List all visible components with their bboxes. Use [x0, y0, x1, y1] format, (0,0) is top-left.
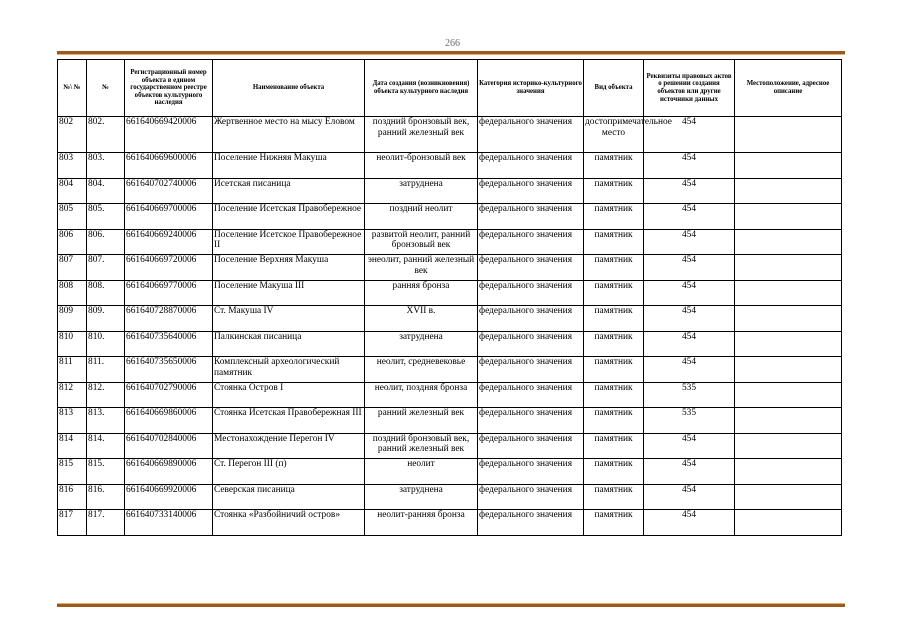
cell-name: Палкинская писаница: [213, 331, 365, 357]
cell-location: [735, 280, 842, 306]
cell-registration: 661640669700006: [125, 204, 213, 230]
col-header-location: Местоположение, адресное описание: [735, 60, 842, 117]
cell-location: [735, 433, 842, 459]
cell-registration: 661640702840006: [125, 433, 213, 459]
cell-name: Местонахождение Перегон IV: [213, 433, 365, 459]
cell-location: [735, 204, 842, 230]
cell-date: ранний железный век: [365, 408, 478, 434]
cell-num2: 813.: [87, 408, 125, 434]
cell-num: 816: [58, 484, 87, 510]
header-rule: [57, 51, 845, 55]
cell-date: неолит: [365, 459, 478, 485]
cell-name: Поселение Исетская Правобережное: [213, 204, 365, 230]
cell-num2: 803.: [87, 153, 125, 179]
cell-date: энеолит, ранний железный век: [365, 255, 478, 281]
cell-date: поздний неолит: [365, 204, 478, 230]
page-number: 266: [445, 38, 460, 49]
cell-requisites: 454: [644, 204, 735, 230]
cell-type: памятник: [584, 229, 644, 255]
table-row: [58, 331, 842, 357]
cell-num: 808: [58, 280, 87, 306]
table-row: [58, 117, 842, 153]
cell-type: памятник: [584, 408, 644, 434]
cell-name: Комплексный археологический памятник: [213, 357, 365, 383]
cell-name: Северская писаница: [213, 484, 365, 510]
col-header-category: Категория историко-культурного значения: [478, 60, 584, 117]
cell-num: 813: [58, 408, 87, 434]
cell-location: [735, 153, 842, 179]
cell-date: неолит, поздняя бронза: [365, 382, 478, 408]
cell-category: федерального значения: [478, 357, 584, 383]
cell-registration: 661640702740006: [125, 178, 213, 204]
cell-category: федерального значения: [478, 229, 584, 255]
cell-registration: 661640702790006: [125, 382, 213, 408]
cell-requisites: 454: [644, 153, 735, 179]
cell-category: федерального значения: [478, 153, 584, 179]
cell-num: 803: [58, 153, 87, 179]
cell-category: федерального значения: [478, 306, 584, 332]
cell-date: затруднена: [365, 178, 478, 204]
cell-location: [735, 229, 842, 255]
cell-location: [735, 331, 842, 357]
cell-num2: 812.: [87, 382, 125, 408]
cell-registration: 661640669420006: [125, 117, 213, 153]
col-header-name: Наименование объекта: [213, 60, 365, 117]
col-header-type: Вид объекта: [584, 60, 644, 117]
table-header-row: [58, 60, 842, 117]
col-header-requisites: Реквизиты правовых актов о решении создания объектов или другие источники данных: [644, 60, 735, 117]
cell-location: [735, 484, 842, 510]
cell-requisites: 454: [644, 280, 735, 306]
cell-type: достопримечательное место: [584, 117, 644, 153]
cell-category: федерального значения: [478, 382, 584, 408]
table-row: [58, 178, 842, 204]
col-header-registration: Регистрационный номер объекта в едином государственном реестре объектов культурного наследия: [125, 60, 213, 117]
cell-num2: 805.: [87, 204, 125, 230]
cell-category: федерального значения: [478, 484, 584, 510]
cell-location: [735, 306, 842, 332]
cell-date: неолит-ранняя бронза: [365, 510, 478, 536]
cell-date: затруднена: [365, 331, 478, 357]
cell-category: федерального значения: [478, 178, 584, 204]
cell-name: Стоянка «Разбойничий остров»: [213, 510, 365, 536]
cell-name: Поселение Верхняя Макуша: [213, 255, 365, 281]
cell-num: 811: [58, 357, 87, 383]
cell-name: Поселение Макуша III: [213, 280, 365, 306]
cell-name: Стоянка Остров I: [213, 382, 365, 408]
cell-registration: 661640669890006: [125, 459, 213, 485]
cell-date: неолит, средневековье: [365, 357, 478, 383]
table-row: [58, 459, 842, 485]
cell-name: Поселение Нижняя Макуша: [213, 153, 365, 179]
cell-date: неолит-бронзовый век: [365, 153, 478, 179]
cell-category: федерального значения: [478, 331, 584, 357]
cell-registration: 661640669240006: [125, 229, 213, 255]
cell-num2: 815.: [87, 459, 125, 485]
cell-num2: 811.: [87, 357, 125, 383]
cell-date: XVII в.: [365, 306, 478, 332]
table-row: [58, 357, 842, 383]
cell-num: 817: [58, 510, 87, 536]
cell-date: ранняя бронза: [365, 280, 478, 306]
cell-requisites: 454: [644, 178, 735, 204]
cell-type: памятник: [584, 433, 644, 459]
cell-num2: 804.: [87, 178, 125, 204]
cell-registration: 661640733140006: [125, 510, 213, 536]
cell-type: памятник: [584, 306, 644, 332]
cell-registration: 661640735650006: [125, 357, 213, 383]
cell-category: федерального значения: [478, 433, 584, 459]
cell-num: 815: [58, 459, 87, 485]
col-header-num2: №: [87, 60, 125, 117]
cell-date: поздний бронзовый век, ранний железный век: [365, 117, 478, 153]
cell-registration: 661640728870006: [125, 306, 213, 332]
cell-type: памятник: [584, 204, 644, 230]
col-header-num: №\ №: [58, 60, 87, 117]
cell-category: федерального значения: [478, 280, 584, 306]
table-row: [58, 382, 842, 408]
cell-category: федерального значения: [478, 204, 584, 230]
cell-registration: 661640669600006: [125, 153, 213, 179]
cell-num2: 817.: [87, 510, 125, 536]
cell-requisites: 454: [644, 510, 735, 536]
cell-requisites: 454: [644, 306, 735, 332]
cell-category: федерального значения: [478, 408, 584, 434]
cell-num2: 808.: [87, 280, 125, 306]
cell-location: [735, 255, 842, 281]
cell-num2: 802.: [87, 117, 125, 153]
cell-requisites: 454: [644, 433, 735, 459]
cell-location: [735, 408, 842, 434]
cell-requisites: 454: [644, 117, 735, 153]
cell-name: Стоянка Исетская Правобережная III: [213, 408, 365, 434]
cell-location: [735, 459, 842, 485]
cell-requisites: 454: [644, 459, 735, 485]
cell-requisites: 535: [644, 382, 735, 408]
cell-registration: 661640735640006: [125, 331, 213, 357]
cell-date: развитой неолит, ранний бронзовый век: [365, 229, 478, 255]
cell-num2: 806.: [87, 229, 125, 255]
footer-rule: [57, 603, 845, 607]
cell-location: [735, 117, 842, 153]
cell-location: [735, 382, 842, 408]
cell-registration: 661640669720006: [125, 255, 213, 281]
cell-type: памятник: [584, 331, 644, 357]
cell-name: Поселение Исетское Правобережное II: [213, 229, 365, 255]
cell-num2: 809.: [87, 306, 125, 332]
cell-num: 806: [58, 229, 87, 255]
cell-category: федерального значения: [478, 117, 584, 153]
cell-registration: 661640669860006: [125, 408, 213, 434]
table-row: [58, 408, 842, 434]
cell-requisites: 454: [644, 357, 735, 383]
table-body: [58, 117, 842, 536]
cell-num: 805: [58, 204, 87, 230]
cell-num: 804: [58, 178, 87, 204]
cell-num2: 810.: [87, 331, 125, 357]
cell-requisites: 454: [644, 484, 735, 510]
cell-name: Жертвенное место на мысу Еловом: [213, 117, 365, 153]
cell-requisites: 454: [644, 331, 735, 357]
table-row: [58, 433, 842, 459]
cell-type: памятник: [584, 484, 644, 510]
table-row: [58, 484, 842, 510]
cell-type: памятник: [584, 459, 644, 485]
cell-num2: 807.: [87, 255, 125, 281]
cell-type: памятник: [584, 153, 644, 179]
cell-registration: 661640669920006: [125, 484, 213, 510]
table-row: [58, 229, 842, 255]
cell-location: [735, 357, 842, 383]
cell-type: памятник: [584, 510, 644, 536]
cell-num2: 816.: [87, 484, 125, 510]
cell-name: Исетская писаница: [213, 178, 365, 204]
cell-num: 814: [58, 433, 87, 459]
cell-type: памятник: [584, 357, 644, 383]
table-row: [58, 306, 842, 332]
cell-date: затруднена: [365, 484, 478, 510]
cell-date: поздний бронзовый век, ранний железный век: [365, 433, 478, 459]
cell-name: Ст. Перегон III (п): [213, 459, 365, 485]
cell-num2: 814.: [87, 433, 125, 459]
cell-num: 807: [58, 255, 87, 281]
cell-category: федерального значения: [478, 255, 584, 281]
heritage-registry-table: [57, 59, 842, 536]
cell-num: 809: [58, 306, 87, 332]
cell-requisites: 454: [644, 229, 735, 255]
cell-location: [735, 510, 842, 536]
col-header-date: Дата создания (возникновения) объекта культурного наследия: [365, 60, 478, 117]
cell-type: памятник: [584, 178, 644, 204]
cell-requisites: 454: [644, 255, 735, 281]
cell-type: памятник: [584, 280, 644, 306]
cell-type: памятник: [584, 382, 644, 408]
table-row: [58, 510, 842, 536]
cell-category: федерального значения: [478, 510, 584, 536]
table-row: [58, 153, 842, 179]
cell-category: федерального значения: [478, 459, 584, 485]
cell-registration: 661640669770006: [125, 280, 213, 306]
table-row: [58, 204, 842, 230]
cell-location: [735, 178, 842, 204]
cell-num: 802: [58, 117, 87, 153]
table-row: [58, 280, 842, 306]
cell-num: 812: [58, 382, 87, 408]
cell-num: 810: [58, 331, 87, 357]
cell-requisites: 535: [644, 408, 735, 434]
cell-type: памятник: [584, 255, 644, 281]
table-row: [58, 255, 842, 281]
cell-name: Ст. Макуша IV: [213, 306, 365, 332]
